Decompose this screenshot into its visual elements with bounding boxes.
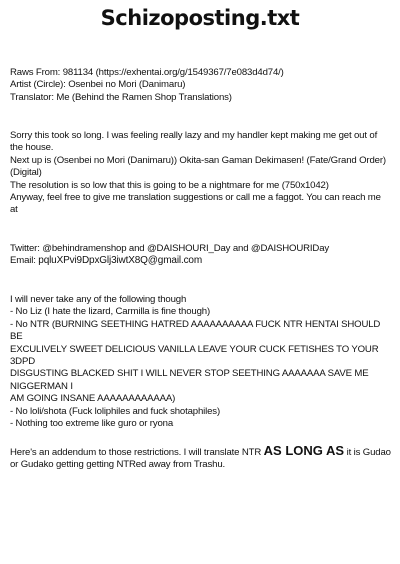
restriction-item: - No Liz (I hate the lizard, Carmilla is fine though) [10, 306, 211, 318]
restriction-item: EXCULIVELY SWEET DELICIOUS VANILLA LEAVE YOUR CUCK FETISHES TO YOUR 3DPD [10, 343, 379, 368]
raws-line: Raws From: 981134 (https://exhentai.org/g/1549367/7e083d4d74/) [10, 67, 284, 78]
addendum-text: it is Gudao [344, 447, 391, 458]
addendum-paragraph [10, 445, 392, 472]
page-title: Schizoposting.txt [100, 6, 300, 30]
translator-line: Translator: Me (Behind the Ramen Shop Translations) [10, 91, 232, 103]
restriction-item: DISGUSTING BLACKED SHIT I WILL NEVER STOP SEETHING AAAAAAA SAVE ME NIGGERMAN I [10, 368, 369, 392]
addendum-line: or Gudako getting getting NTRed away from Trashu. [10, 459, 226, 471]
twitter-line: Twitter: @behindramenshop and @DAISHOURI_Day and @DAISHOURIDay [10, 243, 330, 254]
restrictions-list [10, 294, 392, 430]
intro-line: the house. [10, 142, 54, 154]
intro-line: Anyway, feel free to give me translation suggestions or call me a faggot. You can reach me [10, 192, 381, 204]
addendum-line [10, 445, 392, 459]
addendum-emphasis: AS LONG AS [263, 443, 345, 458]
intro-line: The resolution is so low that this is going to be a nightmare for me (750x1042) [10, 179, 329, 191]
credits-block [10, 67, 392, 104]
addendum-text: Here's an addendum to those restrictions. I will translate NTR [10, 447, 264, 458]
restrictions-header: I will never take any of the following though [10, 294, 187, 305]
contacts-block [10, 243, 392, 268]
intro-line: Sorry this took so long. I was feeling really lazy and my handler kept making me get out of [10, 130, 378, 141]
email-line [10, 255, 392, 267]
artist-line: Artist (Circle): Osenbei no Mori (Danimaru) [10, 79, 186, 91]
restriction-item: AM GOING INSANE AAAAAAAAAAAA) [10, 393, 176, 405]
email-label: Email: [10, 255, 36, 267]
intro-line: Next up is (Osenbei no Mori (Danimaru)) Okita-san Gaman Dekimasen! (Fate/Grand Order) [10, 154, 386, 166]
restriction-item: - No NTR (BURNING SEETHING HATRED AAAAAAAAAA FUCK NTR HENTAI SHOULD BE [10, 318, 381, 343]
intro-line: (Digital) [10, 167, 42, 179]
intro-line: at [10, 204, 18, 216]
restriction-item: - No loli/shota (Fuck loliphiles and fuck shotaphiles) [10, 405, 220, 417]
restriction-item: - Nothing too extreme like guro or ryona [10, 418, 174, 430]
email-value: pqluXPvi9DpxGlj3iwtX8Q@gmail.com [38, 255, 203, 267]
intro-paragraph [10, 130, 392, 217]
